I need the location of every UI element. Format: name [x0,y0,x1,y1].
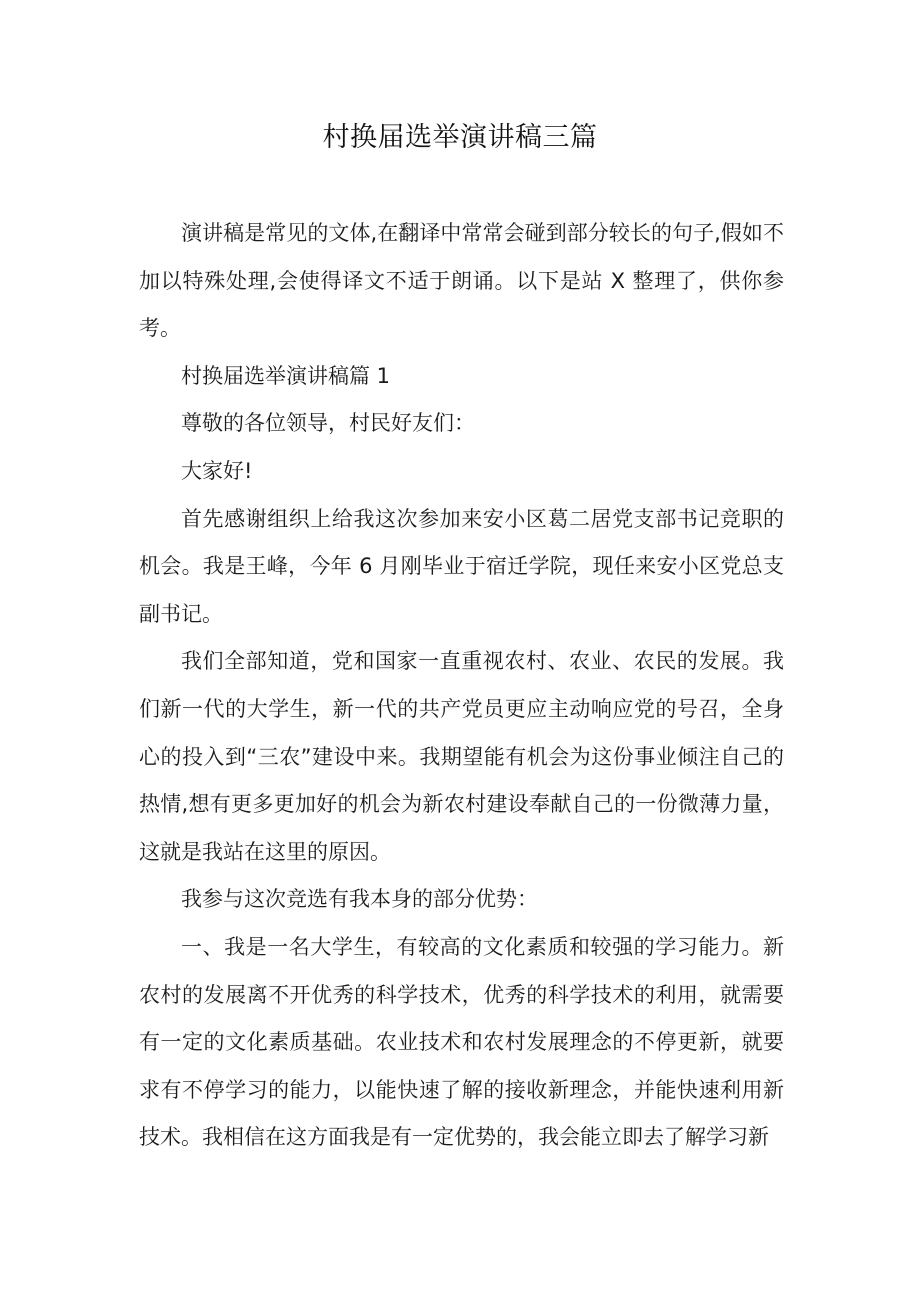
greeting-paragraph: 大家好! [181,458,253,483]
advantage-one-paragraph: 一、我是一名大学生，有较高的文化素质和较强的学习能力。新农村的发展离不开优秀的科学技术，优秀的科学技术的利用，就需要有一定的文化素质基础。农业技术和农村发展理念的不停更新，就要求有不停学习的能力，以能快速了解的接收新理念，并能快速利用新技术。我相信在这方面我是有一定优势的，我会能立即去了解学习新 [139,934,784,1150]
document-body [139,210,784,1162]
advantages-intro-paragraph: 我参与这次竞选有我本身的部分优势： [181,887,538,912]
intro-paragraph: 演讲稿是常见的文体,在翻译中常常会碰到部分较长的句子,假如不加以特殊处理,会使得译文不适于朗诵。以下是站 X 整理了，供你参考。 [139,221,784,341]
salutation-paragraph: 尊敬的各位领导，村民好友们： [181,411,475,436]
section-heading: 村换届选举演讲稿篇 1 [181,363,391,388]
document-title: 村换届选举演讲稿三篇 [322,122,598,153]
motivation-paragraph: 我们全部知道，党和国家一直重视农村、农业、农民的发展。我们新一代的大学生，新一代的共产党员更应主动响应党的号召，全身心的投入到“三农”建设中来。我期望能有机会为这份事业倾注自己的热情,想有更多更加好的机会为新农村建设奉献自己的一份微薄力量，这就是我站在这里的原因。 [139,649,784,864]
self-introduction-paragraph: 首先感谢组织上给我这次参加来安小区葛二居党支部书记竞职的机会。我是王峰，今年 6 月刚毕业于宿迁学院，现任来安小区党总支副书记。 [139,506,784,626]
